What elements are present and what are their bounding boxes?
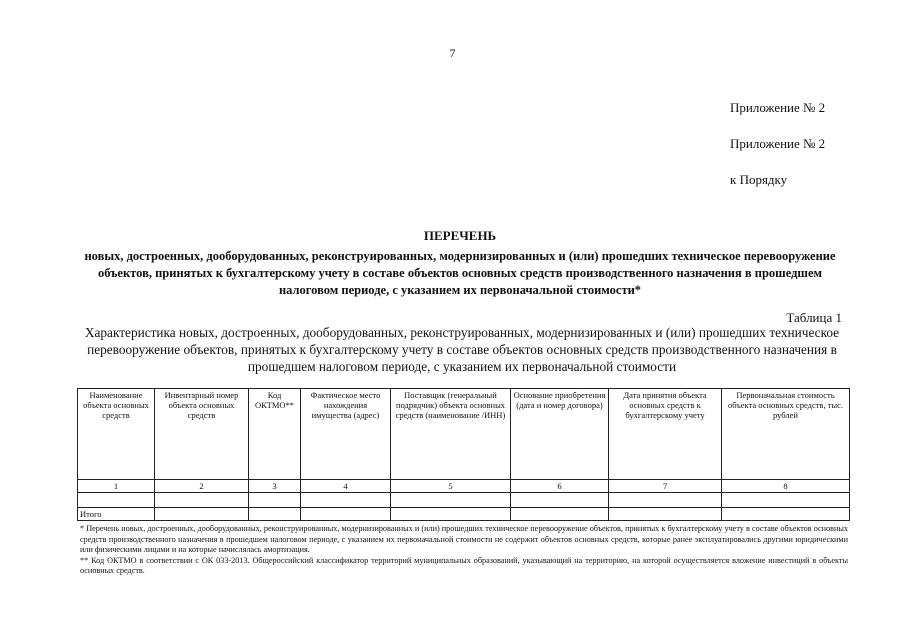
title-main: ПЕРЕЧЕНЬ (423, 228, 497, 243)
column-number: 4 (301, 480, 391, 493)
column-number: 8 (722, 480, 850, 493)
column-number: 7 (609, 480, 722, 493)
document-title (80, 228, 840, 299)
column-number: 5 (391, 480, 511, 493)
footnote-1: * Перечень новых, достроенных, дооборудованных, реконструированных, модернизированных и (или) прошедших техническое перевооружение объектов, принятых к бухгалтерскому учету в составе объектов основных средств производственного назначения в прошедшем налоговом периоде, с указанием их первоначальной стоимости не содержит объектов основных средств, которые ранее эксплуатировались другими юридическими или физическими лицами и на которые начислялась амортизация. (80, 524, 848, 554)
header-basis: Основание приобретения (дата и номер договора) (511, 389, 609, 480)
header-inventory-number: Инвентарный номер объекта основных средств (155, 389, 249, 480)
table-row (78, 493, 850, 508)
assets-table (77, 388, 850, 521)
appendix-label-2: Приложение № 2 (730, 136, 826, 151)
column-number-row (78, 480, 850, 493)
column-number: 2 (155, 480, 249, 493)
footnotes (80, 524, 848, 577)
table-caption: Характеристика новых, достроенных, дооборудованных, реконструированных, модернизированных и (или) прошедших техническое перевооружение объектов, принятых к бухгалтерскому учету в составе объектов основных средств производственного назначения в прошедшем налоговом периоде, с указанием их первоначальной стоимости (84, 325, 840, 374)
page-number: 7 (449, 46, 456, 60)
header-initial-cost: Первоначальная стоимость объекта основных средств, тыс. рублей (722, 389, 850, 480)
appendix-label-1: Приложение № 2 (730, 100, 826, 115)
table-total-row (78, 508, 850, 521)
footnote-2: ** Код ОКТМО в соответствии с ОК 033-2013. Общероссийский классификатор территорий муниципальных образований, указывающий на территорию, на которой осуществляется вложение инвестиций в объекты основных средств. (80, 555, 848, 575)
header-location: Фактическое место нахождения имущества (адрес) (301, 389, 391, 480)
appendix-label-order: к Порядку (730, 172, 788, 187)
column-number: 1 (78, 480, 155, 493)
column-number: 6 (511, 480, 609, 493)
header-asset-name: Наименование объекта основных средств (78, 389, 155, 480)
table-header-row (78, 389, 850, 480)
table-label: Таблица 1 (786, 310, 842, 325)
total-label: Итого (78, 508, 155, 521)
header-supplier: Поставщик (генеральный подрядчик) объекта основных средств (наименование /ИНН) (391, 389, 511, 480)
title-subtitle: новых, достроенных, дооборудованных, реконструированных, модернизированных и (или) прошедших техническое перевооружение объектов, принятых к бухгалтерскому учету в составе объектов основных средств производственного назначения в прошедшем налоговом периоде, с указанием их первоначальной стоимости* (84, 249, 836, 297)
header-oktmo: Код ОКТМО** (249, 389, 301, 480)
column-number: 3 (249, 480, 301, 493)
header-acceptance-date: Дата принятия объекта основных средств к бухгалтерскому учету (609, 389, 722, 480)
